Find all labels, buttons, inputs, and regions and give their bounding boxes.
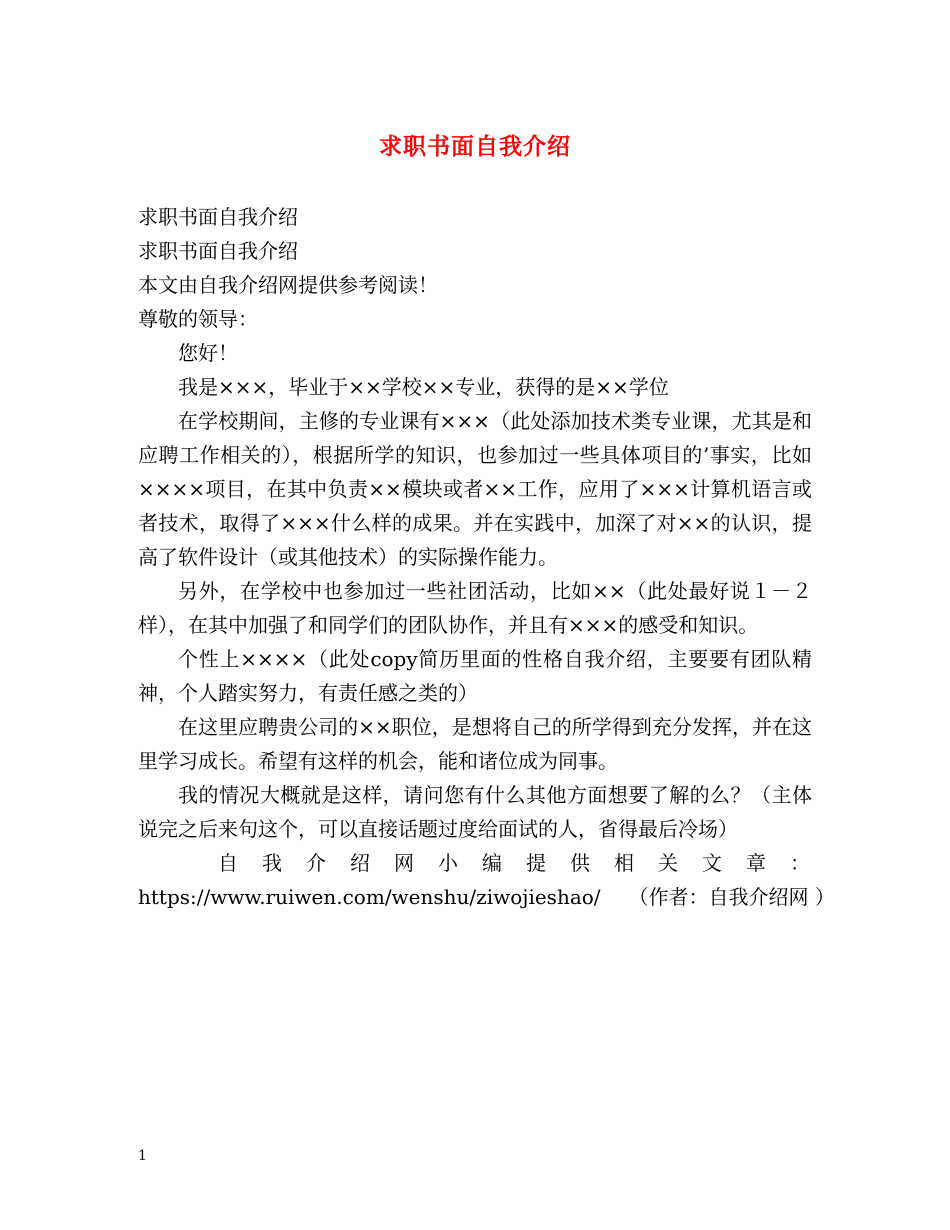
body-line-2: 求职书面自我介绍: [138, 239, 298, 263]
salutation: 尊敬的领导：: [138, 307, 258, 331]
body-line-1: 求职书面自我介绍: [138, 205, 298, 229]
document-title: 求职书面自我介绍: [379, 133, 571, 160]
source-line: [138, 880, 835, 914]
related-articles-label: 自我介绍网小编提供相关文章：: [218, 851, 812, 875]
personality-paragraph: 个性上××××（此处copy简历里面的性格自我介绍，主要要有团队精神，个人踏实努力，有责任感之类的）: [138, 647, 812, 705]
greeting-paragraph: 您好！: [178, 341, 238, 365]
body-line-3: 本文由自我介绍网提供参考阅读！: [138, 273, 438, 297]
source-url-link[interactable]: https://www.ruiwen.com/wenshu/ziwojieshao/: [138, 885, 601, 909]
author-credit: （作者：自我介绍网 ）: [628, 885, 835, 909]
intro-paragraph: 我是×××，毕业于××学校××专业，获得的是××学位: [178, 375, 669, 399]
position-paragraph: 在这里应聘贵公司的××职位，是想将自己的所学得到充分发挥，并在这里学习成长。希望有这样的机会，能和诸位成为同事。: [138, 715, 812, 773]
document-body: [138, 200, 835, 914]
study-paragraph: 在学校期间，主修的专业课有×××（此处添加技术类专业课，尤其是和应聘工作相关的），根据所学的知识，也参加过一些具体项目的’事实，比如××××项目，在其中负责××模块或者××工作，应用了×××计算机语言或者技术，取得了×××什么样的成果。并在实践中，加深了对××的认识，提高了软件设计（或其他技术）的实际操作能力。: [138, 409, 812, 569]
activities-paragraph: 另外，在学校中也参加过一些社团活动，比如××（此处最好说１－２样），在其中加强了和同学们的团队协作，并且有×××的感受和知识。: [138, 579, 812, 637]
closing-paragraph: 我的情况大概就是这样，请问您有什么其他方面想要了解的么？（主体说完之后来句这个，可以直接话题过度给面试的人，省得最后冷场）: [138, 783, 812, 841]
page-number: 1: [138, 1148, 147, 1164]
